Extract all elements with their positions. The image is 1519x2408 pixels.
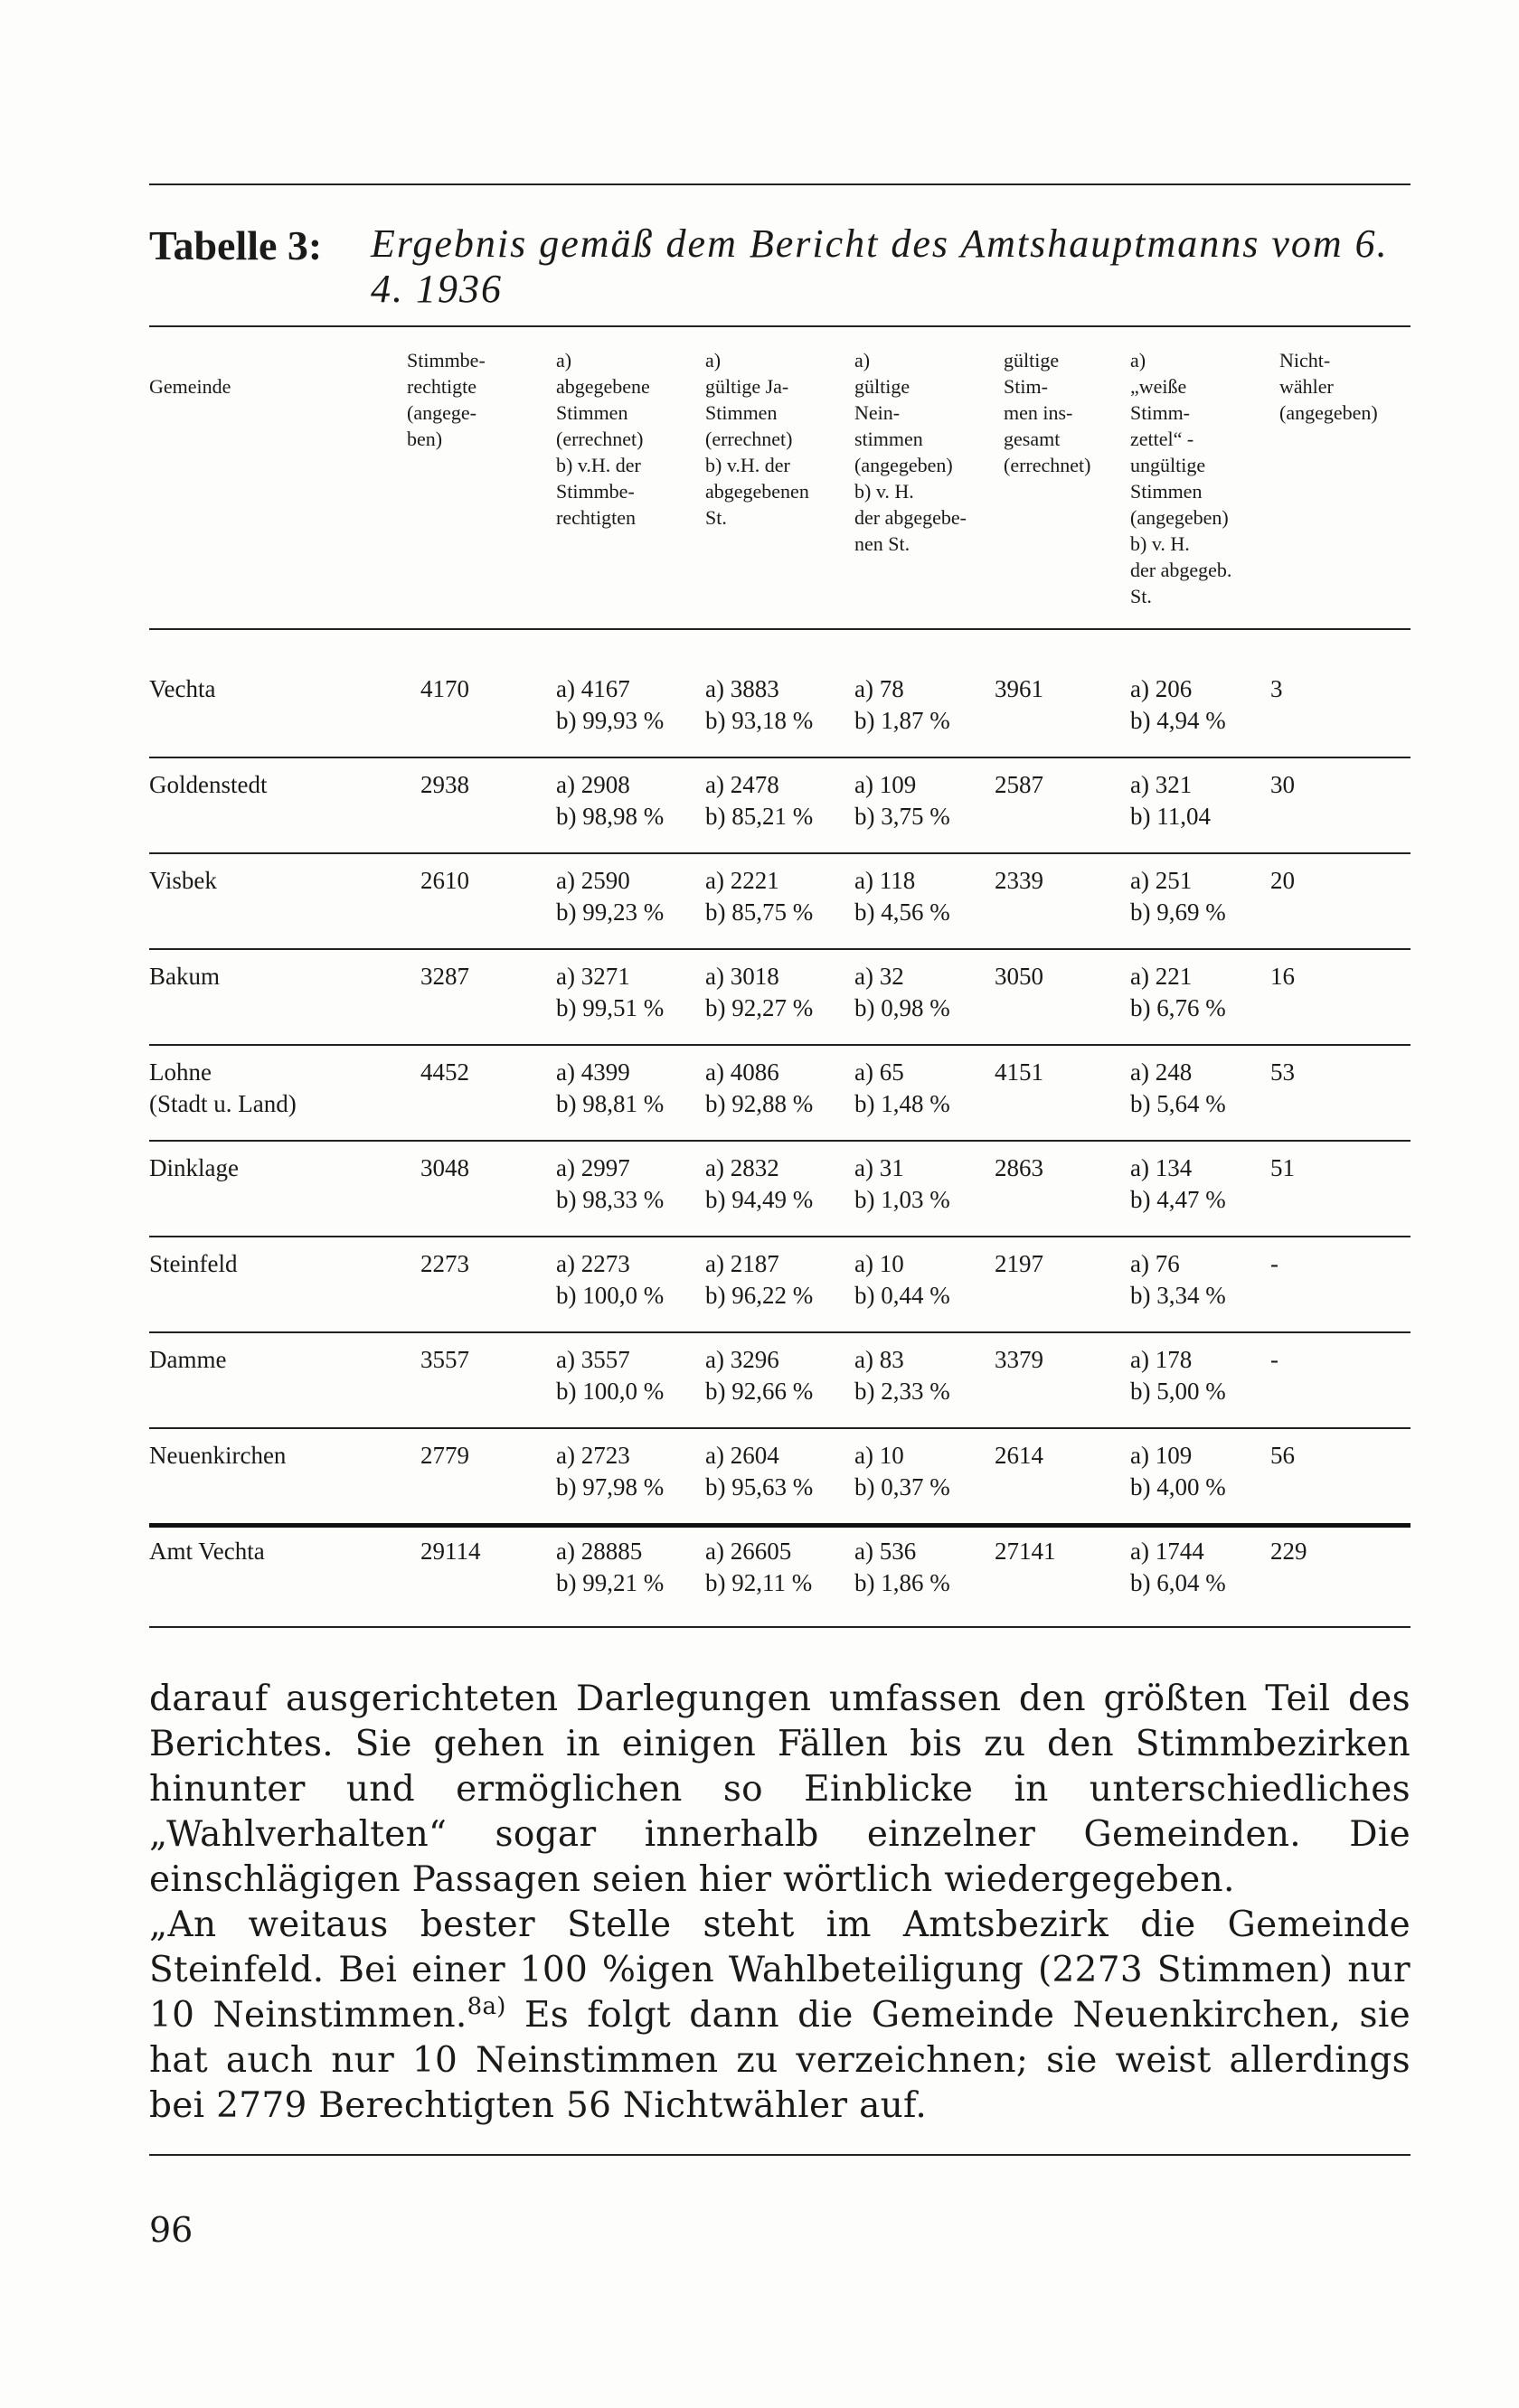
ja-stimmen-cell: a) 2187 b) 96,22 % — [705, 1250, 814, 1309]
ja-stimmen-cell: a) 26605 b) 92,11 % — [705, 1538, 813, 1596]
abgegebene-cell: a) 28885 b) 99,21 % — [556, 1538, 665, 1596]
nichtwaehler-cell: 16 — [1270, 963, 1295, 990]
total-separator-rule — [149, 1523, 1410, 1528]
ungueltige-cell: a) 178 b) 5,00 % — [1130, 1346, 1226, 1405]
row-rule — [149, 1140, 1410, 1142]
gemeinde-cell: Lohne (Stadt u. Land) — [149, 1058, 297, 1117]
gueltige-gesamt-cell: 2587 — [995, 771, 1043, 798]
abgegebene-cell: a) 2997 b) 98,33 % — [556, 1154, 665, 1213]
gemeinde-cell: Visbek — [149, 867, 217, 894]
gueltige-gesamt-cell: 2614 — [995, 1442, 1043, 1469]
header-nichtwaehler: Nicht- wähler (angegeben) — [1279, 349, 1378, 424]
stimmberechtigte-cell: 3557 — [420, 1346, 469, 1373]
stimmberechtigte-cell: 2779 — [420, 1442, 469, 1469]
abgegebene-cell: a) 4399 b) 98,81 % — [556, 1058, 665, 1117]
row-rule — [149, 1331, 1410, 1333]
paragraph-text: Es folgt dann die Gemeinde Neuenkirchen, sie hat auch nur 10 Neinstimmen zu verzeichnen; sie weist allerdings bei 2779 Berechtigten 56 Nichtwähler auf. — [149, 1995, 1410, 2126]
gemeinde-cell: Goldenstedt — [149, 771, 268, 798]
abgegebene-cell: a) 2723 b) 97,98 % — [556, 1442, 665, 1500]
abgegebene-cell: a) 4167 b) 99,93 % — [556, 675, 665, 734]
ungueltige-cell: a) 251 b) 9,69 % — [1130, 867, 1226, 926]
ungueltige-cell: a) 321 b) 11,04 — [1130, 771, 1211, 830]
ja-stimmen-cell: a) 2221 b) 85,75 % — [705, 867, 814, 926]
gueltige-gesamt-cell: 3050 — [995, 963, 1043, 990]
ja-stimmen-cell: a) 2604 b) 95,63 % — [705, 1442, 814, 1500]
row-rule — [149, 1236, 1410, 1237]
row-rule — [149, 948, 1410, 950]
abgegebene-cell: a) 3271 b) 99,51 % — [556, 963, 665, 1021]
nein-stimmen-cell: a) 65 b) 1,48 % — [854, 1058, 950, 1117]
stimmberechtigte-cell: 2273 — [420, 1250, 469, 1277]
gueltige-gesamt-cell: 3379 — [995, 1346, 1043, 1373]
gueltige-gesamt-cell: 2197 — [995, 1250, 1043, 1277]
ja-stimmen-cell: a) 4086 b) 92,88 % — [705, 1058, 814, 1117]
abgegebene-cell: a) 2273 b) 100,0 % — [556, 1250, 665, 1309]
stimmberechtigte-cell: 29114 — [420, 1538, 481, 1565]
nichtwaehler-cell: - — [1270, 1250, 1278, 1277]
ungueltige-cell: a) 109 b) 4,00 % — [1130, 1442, 1226, 1500]
ja-stimmen-cell: a) 3883 b) 93,18 % — [705, 675, 814, 734]
stimmberechtigte-cell: 3287 — [420, 963, 469, 990]
gemeinde-cell: Bakum — [149, 963, 220, 990]
nichtwaehler-cell: - — [1270, 1346, 1278, 1373]
header-gemeinde: Gemeinde — [149, 375, 231, 398]
nein-stimmen-cell: a) 31 b) 1,03 % — [854, 1154, 950, 1213]
nein-stimmen-cell: a) 32 b) 0,98 % — [854, 963, 950, 1021]
header-top-rule — [149, 325, 1410, 327]
gemeinde-cell: Vechta — [149, 675, 216, 702]
nein-stimmen-cell: a) 10 b) 0,44 % — [854, 1250, 950, 1309]
stimmberechtigte-cell: 3048 — [420, 1154, 469, 1181]
nichtwaehler-cell: 3 — [1270, 675, 1283, 702]
ja-stimmen-cell: a) 2478 b) 85,21 % — [705, 771, 814, 830]
nein-stimmen-cell: a) 118 b) 4,56 % — [854, 867, 950, 926]
bottom-rule — [149, 2154, 1410, 2156]
header-stimmberechtigte: Stimmbe- rechtigte (angege- ben) — [407, 349, 486, 450]
nein-stimmen-cell: a) 83 b) 2,33 % — [854, 1346, 950, 1405]
table-bottom-rule — [149, 1626, 1410, 1628]
row-rule — [149, 852, 1410, 854]
header-ja-stimmen: a) gültige Ja- Stimmen (errechnet) b) v.H. der abgegebenen St. — [705, 349, 809, 529]
ungueltige-cell: a) 134 b) 4,47 % — [1130, 1154, 1226, 1213]
gueltige-gesamt-cell: 2339 — [995, 867, 1043, 894]
nein-stimmen-cell: a) 78 b) 1,87 % — [854, 675, 950, 734]
gueltige-gesamt-cell: 27141 — [995, 1538, 1056, 1565]
header-gueltige-gesamt: gültige Stim- men ins- gesamt (errechnet) — [1004, 349, 1091, 476]
ja-stimmen-cell: a) 3018 b) 92,27 % — [705, 963, 814, 1021]
ungueltige-cell: a) 248 b) 5,64 % — [1130, 1058, 1226, 1117]
abgegebene-cell: a) 3557 b) 100,0 % — [556, 1346, 665, 1405]
gemeinde-cell: Steinfeld — [149, 1250, 238, 1277]
gueltige-gesamt-cell: 2863 — [995, 1154, 1043, 1181]
paragraph: darauf ausgerichteten Darlegungen umfassen den größten Teil des Berichtes. Sie gehen in einigen Fällen bis zu den Stimmbezirken hinunter und ermöglichen so Einblicke in unterschiedliches „Wahlverhalten“ sogar innerhalb einzelner Gemeinden. Die einschlägigen Passagen seien hier wörtlich wiedergegeben. — [149, 1679, 1410, 1900]
header-ungueltige: a) „weiße Stimm- zettel“ - ungültige Stimmen (angegeben) b) v. H. der abgegeb. St. — [1130, 349, 1232, 607]
paragraph-text: „An weitaus bester Stelle steht im Amtsbezirk die Gemeinde Steinfeld. Bei einer 100 %igen Wahlbeteiligung (2273 Stimmen) nur 10 Neinstimmen. — [149, 1905, 1410, 2036]
paragraph — [149, 1903, 1410, 2129]
abgegebene-cell: a) 2590 b) 99,23 % — [556, 867, 665, 926]
nichtwaehler-cell: 20 — [1270, 867, 1295, 894]
nichtwaehler-cell: 53 — [1270, 1058, 1295, 1086]
footnote-reference: 8a) — [467, 1993, 506, 2020]
nichtwaehler-cell: 30 — [1270, 771, 1295, 798]
ungueltige-cell: a) 76 b) 3,34 % — [1130, 1250, 1226, 1309]
gueltige-gesamt-cell: 4151 — [995, 1058, 1043, 1086]
header-nein-stimmen: a) gültige Nein- stimmen (angegeben) b) v. H. der abgegebe- nen St. — [854, 349, 967, 555]
row-rule — [149, 1044, 1410, 1046]
stimmberechtigte-cell: 4170 — [420, 675, 469, 702]
stimmberechtigte-cell: 4452 — [420, 1058, 469, 1086]
header-bottom-rule — [149, 628, 1410, 630]
page-number: 96 — [149, 2210, 193, 2250]
gemeinde-cell: Amt Vechta — [149, 1538, 265, 1565]
ungueltige-cell: a) 206 b) 4,94 % — [1130, 675, 1226, 734]
table-label: Tabelle 3: — [149, 222, 323, 268]
nein-stimmen-cell: a) 10 b) 0,37 % — [854, 1442, 950, 1500]
stimmberechtigte-cell: 2938 — [420, 771, 469, 798]
nichtwaehler-cell: 51 — [1270, 1154, 1295, 1181]
header-abgegebene: a) abgegebene Stimmen (errechnet) b) v.H. der Stimmbe- rechtigten — [556, 349, 650, 529]
body-text — [149, 1677, 1410, 2129]
nichtwaehler-cell: 56 — [1270, 1442, 1295, 1469]
ungueltige-cell: a) 221 b) 6,76 % — [1130, 963, 1226, 1021]
nichtwaehler-cell: 229 — [1270, 1538, 1307, 1565]
top-rule — [149, 183, 1410, 185]
nein-stimmen-cell: a) 536 b) 1,86 % — [854, 1538, 950, 1596]
gemeinde-cell: Neuenkirchen — [149, 1442, 287, 1469]
ungueltige-cell: a) 1744 b) 6,04 % — [1130, 1538, 1226, 1596]
ja-stimmen-cell: a) 2832 b) 94,49 % — [705, 1154, 814, 1213]
nein-stimmen-cell: a) 109 b) 3,75 % — [854, 771, 950, 830]
gemeinde-cell: Dinklage — [149, 1154, 239, 1181]
row-rule — [149, 1427, 1410, 1429]
row-rule — [149, 757, 1410, 758]
abgegebene-cell: a) 2908 b) 98,98 % — [556, 771, 665, 830]
table-title: Ergebnis gemäß dem Bericht des Amtshauptmanns vom 6. 4. 1936 — [371, 221, 1389, 311]
stimmberechtigte-cell: 2610 — [420, 867, 469, 894]
gemeinde-cell: Damme — [149, 1346, 227, 1373]
ja-stimmen-cell: a) 3296 b) 92,66 % — [705, 1346, 814, 1405]
gueltige-gesamt-cell: 3961 — [995, 675, 1043, 702]
